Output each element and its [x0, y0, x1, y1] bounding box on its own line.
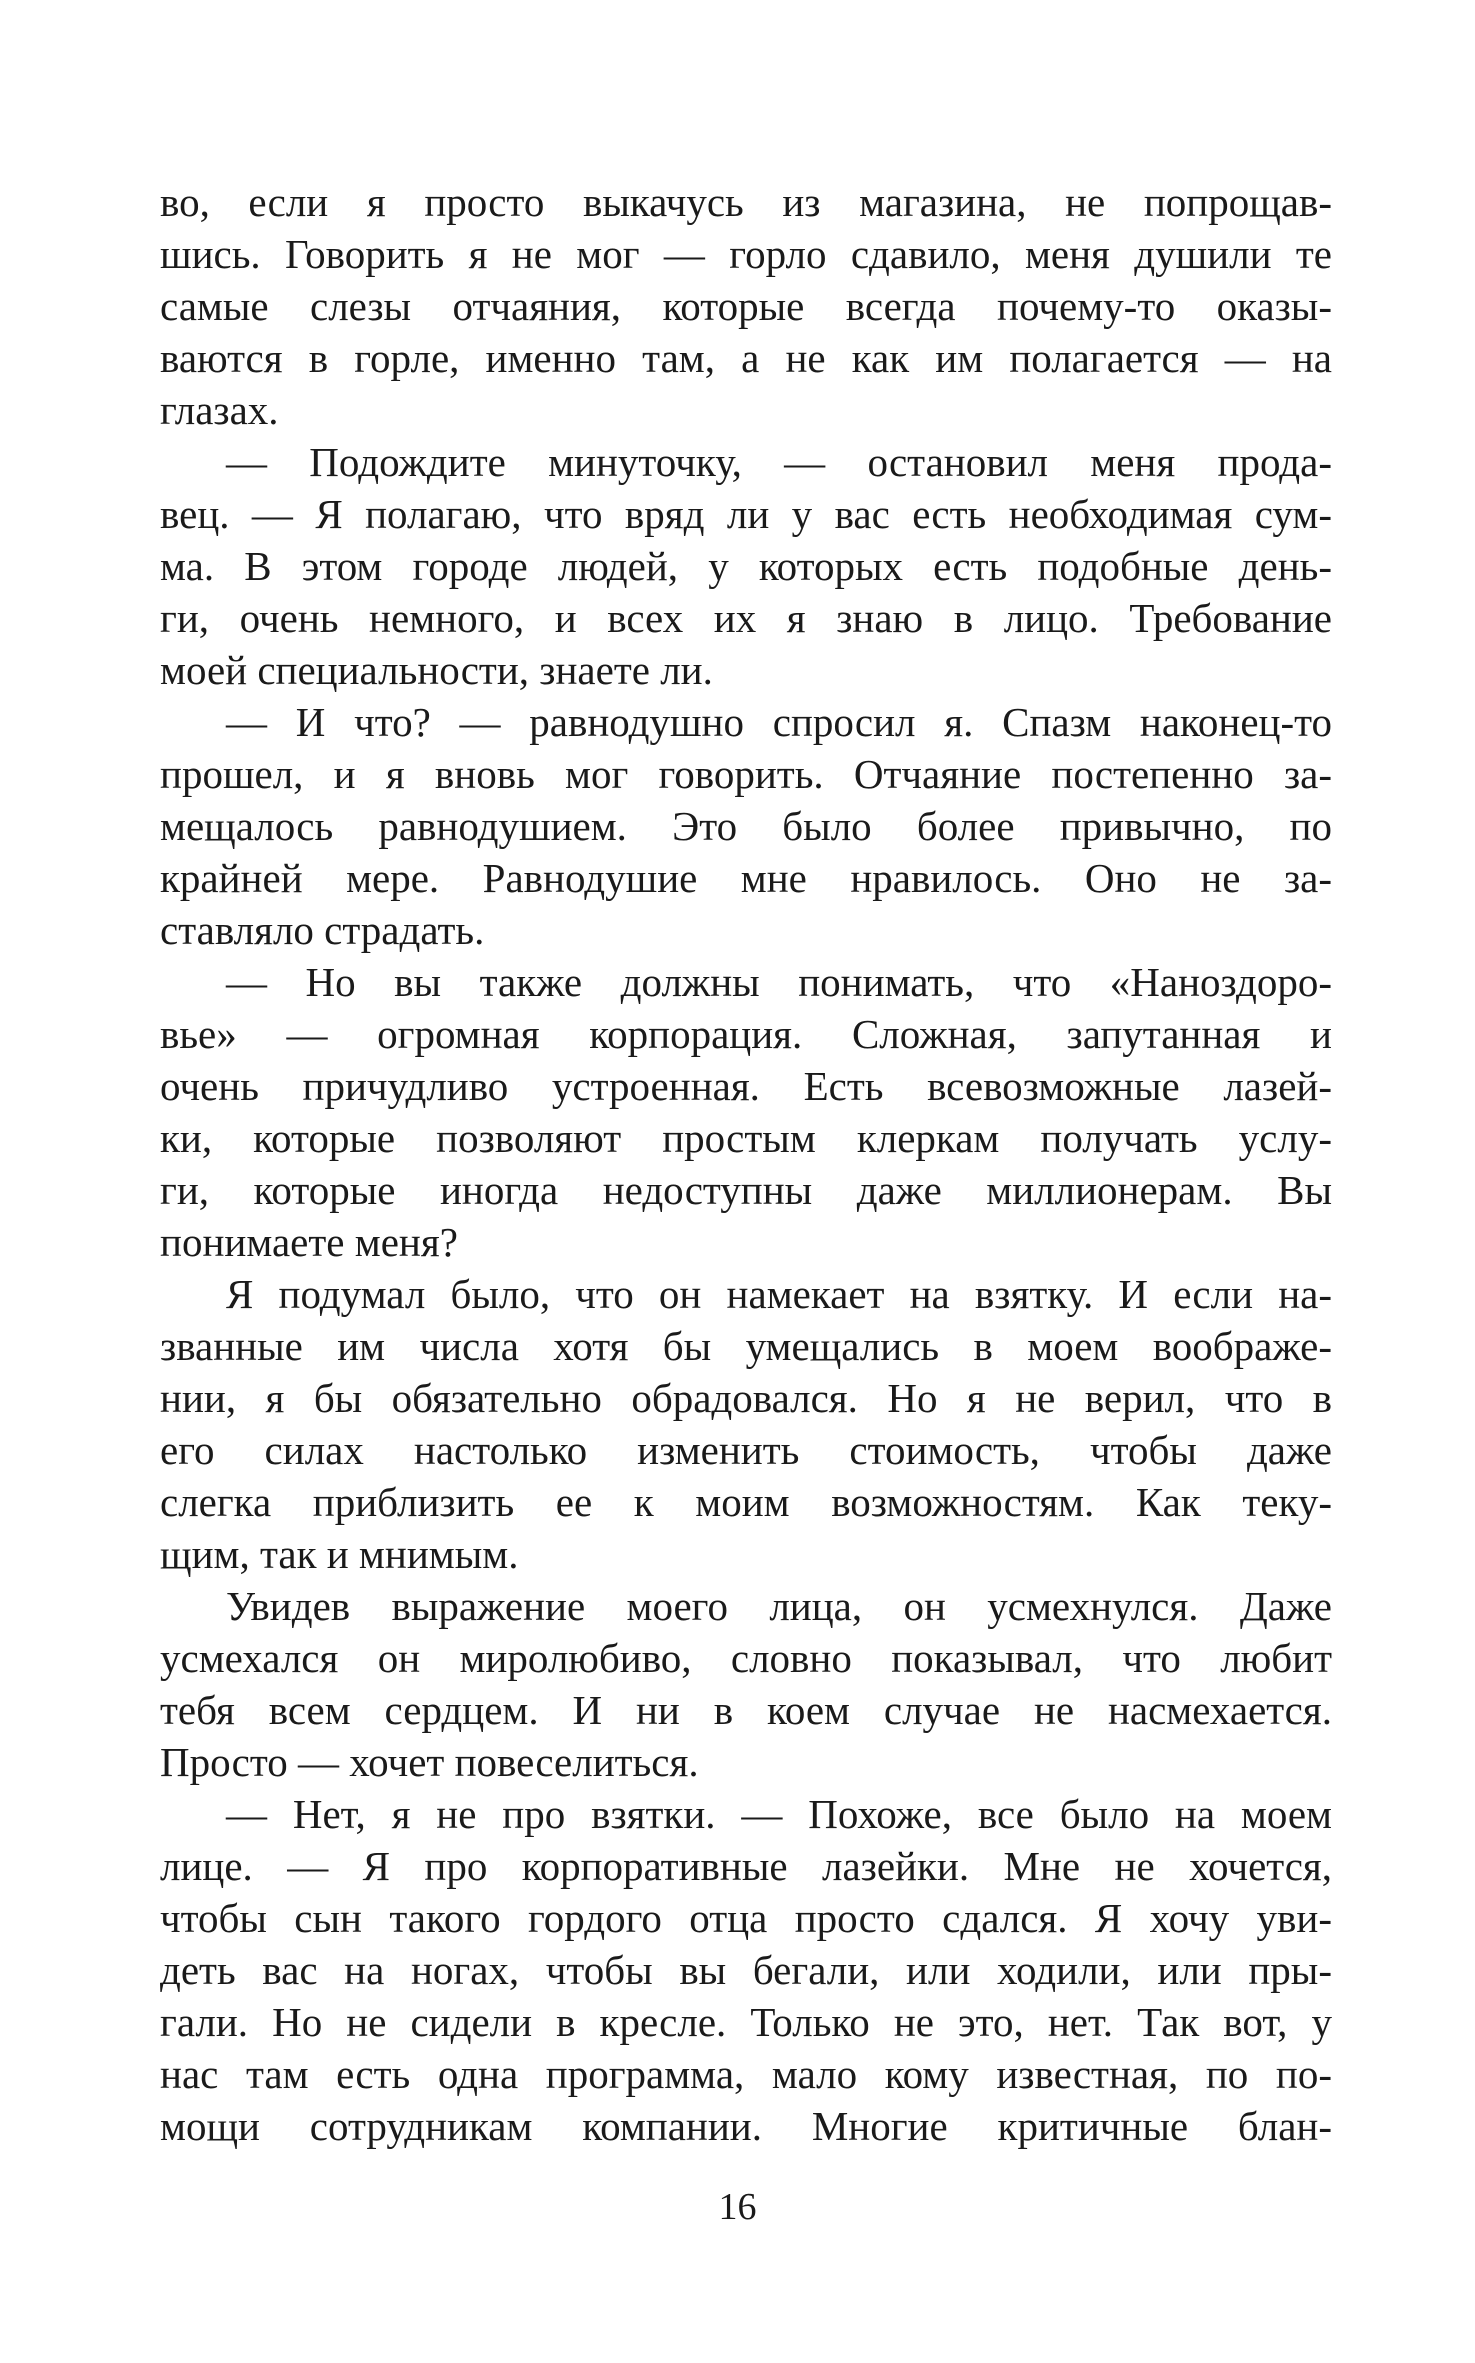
text-line: нас там есть одна программа, мало кому известная, по по-	[160, 2051, 1332, 2097]
text-line: ваются в горле, именно там, а не как им полагается — на	[160, 335, 1332, 381]
text-line: — И что? — равнодушно спросил я. Спазм наконец-то	[226, 699, 1332, 745]
text-line: мощи сотрудникам компании. Многие критичные блан-	[160, 2103, 1332, 2149]
body-text	[160, 176, 1332, 2152]
text-line: деть вас на ногах, чтобы вы бегали, или ходили, или пры-	[160, 1947, 1332, 1993]
text-line: тебя всем сердцем. И ни в коем случае не насмехается.	[160, 1687, 1332, 1733]
text-line: — Нет, я не про взятки. — Похоже, все было на моем	[226, 1791, 1332, 1837]
text-line: ги, очень немного, и всех их я знаю в лицо. Требование	[160, 595, 1332, 641]
text-line: гали. Но не сидели в кресле. Только не это, нет. Так вот, у	[160, 1999, 1332, 2045]
text-line: очень причудливо устроенная. Есть всевозможные лазей-	[160, 1063, 1332, 1109]
text-line: понимаете меня?	[160, 1219, 458, 1265]
text-line: вье» — огромная корпорация. Сложная, запутанная и	[160, 1011, 1332, 1057]
text-line: — Подождите минуточку, — остановил меня прода-	[226, 439, 1332, 485]
text-line: крайней мере. Равнодушие мне нравилось. Оно не за-	[160, 855, 1332, 901]
text-line: щим, так и мнимым.	[160, 1531, 519, 1577]
text-line: Я подумал было, что он намекает на взятку. И если на-	[226, 1271, 1332, 1317]
text-line: глазах.	[160, 387, 279, 433]
text-line: нии, я бы обязательно обрадовался. Но я не верил, что в	[160, 1375, 1332, 1421]
text-line: слегка приблизить ее к моим возможностям. Как теку-	[160, 1479, 1332, 1525]
text-line: вец. — Я полагаю, что вряд ли у вас есть необходимая сум-	[160, 491, 1332, 537]
text-line: ги, которые иногда недоступны даже миллионерам. Вы	[160, 1167, 1332, 1213]
text-line: чтобы сын такого гордого отца просто сдался. Я хочу уви-	[160, 1895, 1332, 1941]
text-line: Увидев выражение моего лица, он усмехнулся. Даже	[226, 1583, 1332, 1629]
text-line: ма. В этом городе людей, у которых есть подобные день-	[160, 543, 1332, 589]
text-line: его силах настолько изменить стоимость, чтобы даже	[160, 1427, 1332, 1473]
text-line: моей специальности, знаете ли.	[160, 647, 713, 693]
text-line: прошел, и я вновь мог говорить. Отчаяние постепенно за-	[160, 751, 1332, 797]
text-line: во, если я просто выкачусь из магазина, не попрощав-	[160, 179, 1332, 225]
page-number: 16	[718, 2186, 757, 2228]
text-line: Просто — хочет повеселиться.	[160, 1739, 699, 1785]
text-line: званные им числа хотя бы умещались в моем воображе-	[160, 1323, 1332, 1369]
text-line: ки, которые позволяют простым клеркам получать услу-	[160, 1115, 1332, 1161]
text-line: лице. — Я про корпоративные лазейки. Мне не хочется,	[160, 1843, 1332, 1889]
text-line: самые слезы отчаяния, которые всегда почему-то оказы-	[160, 283, 1332, 329]
text-line: ставляло страдать.	[160, 907, 485, 953]
text-line: — Но вы также должны понимать, что «Наноздоро-	[226, 959, 1332, 1005]
text-line: усмехался он миролюбиво, словно показывал, что любит	[160, 1635, 1332, 1681]
text-line: мещалось равнодушием. Это было более привычно, по	[160, 803, 1332, 849]
text-line: шись. Говорить я не мог — горло сдавило, меня душили те	[160, 231, 1332, 277]
